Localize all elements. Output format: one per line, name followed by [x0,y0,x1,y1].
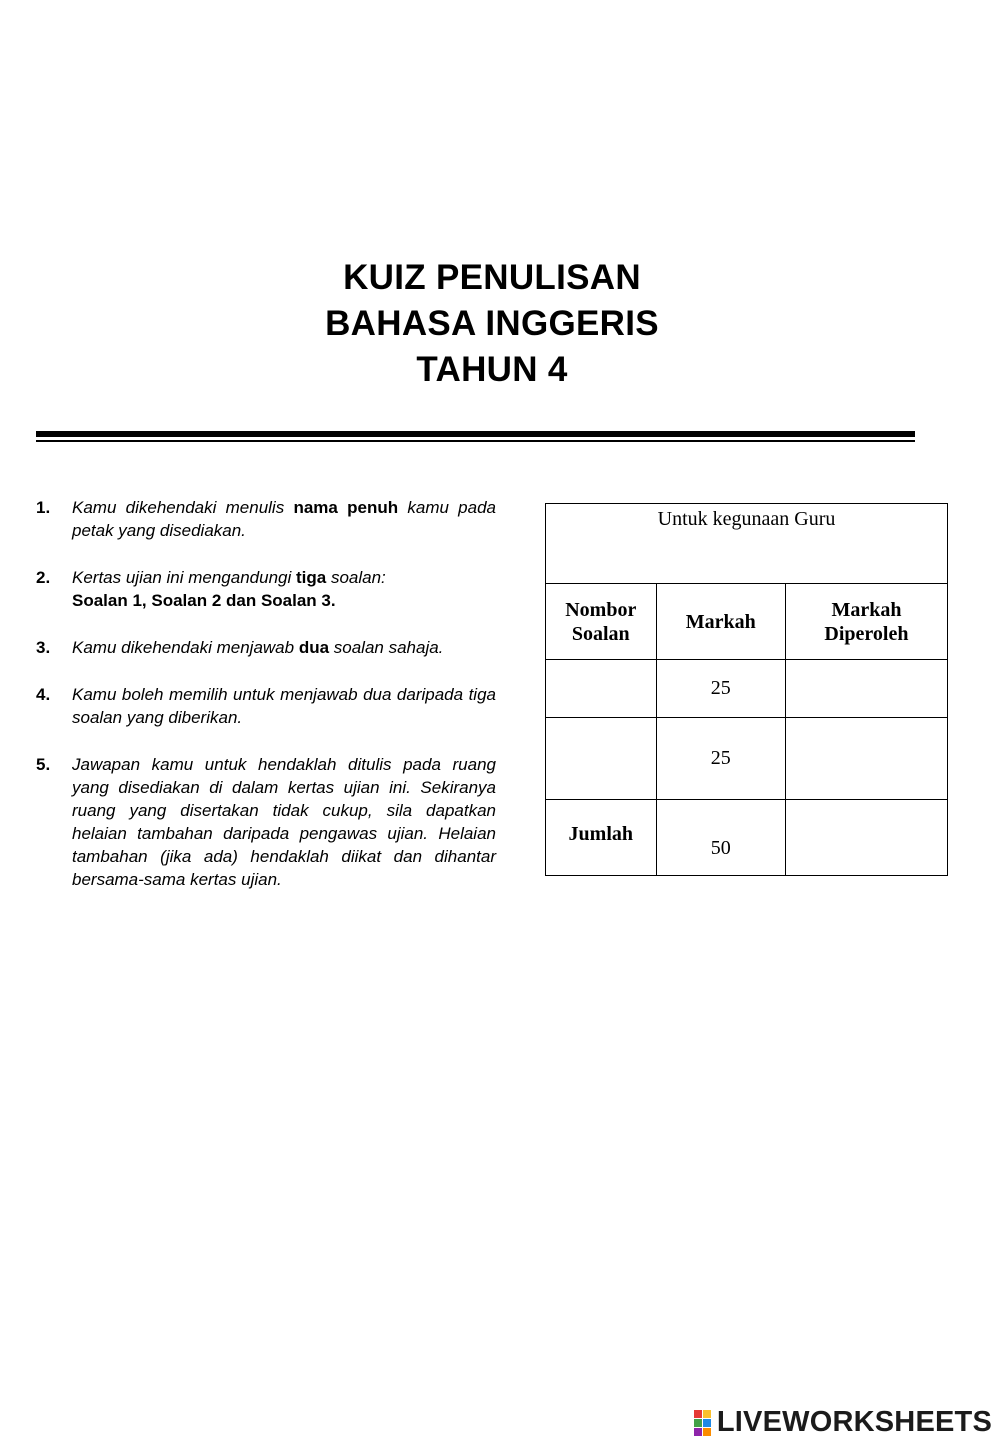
table-header-row [546,584,948,660]
table-row [546,718,948,800]
soalan-cell[interactable] [546,718,657,800]
instruction-text: Kamu dikehendaki menjawab [72,638,299,657]
column-header-line: Soalan [571,622,630,645]
instruction-number: 2. [36,568,51,587]
document-title [0,255,984,393]
instruction-text: Jawapan kamu untuk hendaklah ditulis pada ruang yang disediakan di dalam kertas ujian ini. Sekiranya ruang yang disertakan tidak cukup, sila dapatkan helaian tambahan daripada pengawas ujian. Helaian tambahan (jika ada) hendaklah diikat dan dihantar bersama-sama kertas ujian. [72,755,496,889]
logo-block [694,1410,702,1418]
soalan-cell[interactable] [546,660,657,718]
instruction-item [36,683,496,729]
diperoleh-cell[interactable] [785,660,947,718]
instruction-text: soalan: [326,568,386,587]
instruction-list [36,496,496,915]
column-header-line: Diperoleh [824,622,909,645]
instruction-text: Kertas ujian ini mengandungi [72,568,296,587]
column-header-line: Nombor [565,598,637,621]
markah-cell: 25 [656,718,785,800]
liveworksheets-logo[interactable] [694,1406,992,1439]
total-markah-cell: 50 [656,800,785,876]
title-divider-thin [36,440,915,442]
markah-cell: 25 [656,660,785,718]
table-total-row [546,800,948,876]
instruction-item [36,566,496,612]
instruction-emphasis: tiga [295,568,327,587]
logo-block [703,1410,711,1418]
table-row [546,660,948,718]
diperoleh-cell[interactable] [785,718,947,800]
instruction-number: 5. [36,755,51,774]
table-caption: Untuk kegunaan Guru [546,504,948,584]
column-header-nombor-soalan [546,584,657,660]
title-divider-thick [36,431,915,437]
title-line-3: TAHUN 4 [416,350,568,389]
jumlah-label: Jumlah [546,800,657,876]
instruction-item [36,496,496,542]
teacher-marks-table [545,503,948,876]
logo-block [703,1419,711,1427]
instruction-text: Kamu boleh memilih untuk menjawab dua daripada tiga soalan yang diberikan. [72,685,496,727]
title-line-1: KUIZ PENULISAN [343,258,641,297]
title-line-2: BAHASA INGGERIS [325,304,659,343]
instruction-number: 1. [36,498,51,517]
column-header-line: Markah [831,598,902,621]
instruction-item [36,636,496,659]
instruction-text: kamu pada petak yang disediakan. [72,498,497,540]
logo-block [694,1419,702,1427]
instruction-text: soalan sahaja. [329,638,444,657]
total-diperoleh-cell[interactable] [785,800,947,876]
instruction-emphasis: nama penuh [293,498,399,517]
column-header-markah-diperoleh [785,584,947,660]
instruction-emphasis: dua [298,638,330,657]
column-header-markah [656,584,785,660]
liveworksheets-wordmark: LIVEWORKSHEETS [716,1406,992,1438]
liveworksheets-mark-icon [694,1410,711,1436]
instruction-text: Kamu dikehendaki menulis [72,498,294,517]
logo-block [703,1428,711,1436]
instruction-item [36,753,496,891]
instruction-number: 4. [36,685,51,704]
instruction-number: 3. [36,638,51,657]
logo-block [694,1428,702,1436]
instruction-emphasis-line: Soalan 1, Soalan 2 dan Soalan 3. [72,591,336,610]
column-header-line: Markah [685,610,756,633]
